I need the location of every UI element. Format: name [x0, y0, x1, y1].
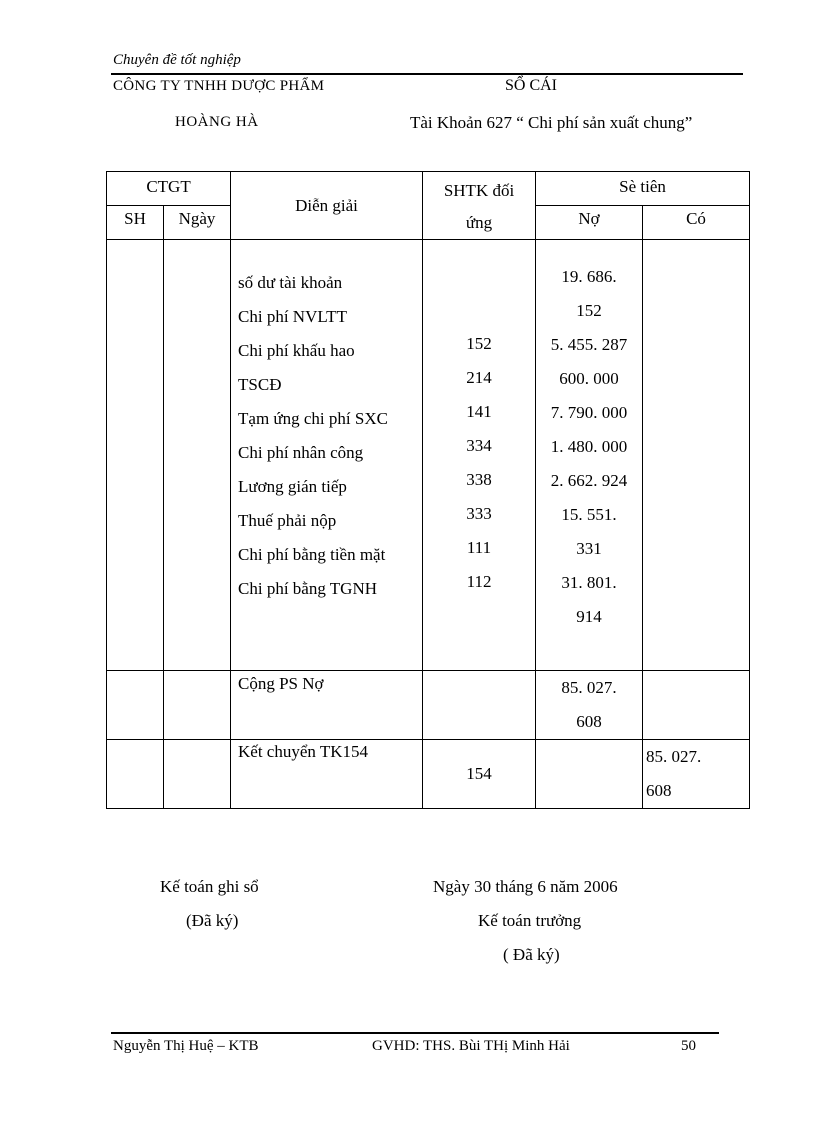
account-line: 152: [466, 334, 492, 353]
desc-line: Chi phí bằng tiền mặt: [238, 545, 386, 564]
footer-author: Nguyễn Thị Huệ – KTB: [113, 1038, 259, 1054]
transfer-debit-cell: [536, 740, 643, 809]
total-ngay-cell: [164, 671, 231, 740]
account-line: 111: [466, 538, 492, 557]
debit-line: 331: [576, 539, 602, 558]
header-dien-giai: Diễn giải: [231, 172, 423, 240]
account-line: 141: [466, 402, 492, 421]
transfer-credit-line1: 85. 027.: [646, 747, 702, 766]
account-line: 338: [466, 470, 492, 489]
footer-advisor: GVHD: THS. Bùi THị Minh Hải: [372, 1038, 570, 1054]
debit-line: 2. 662. 924: [550, 471, 628, 490]
main-descriptions: [231, 240, 423, 671]
footer-page-number: 50: [681, 1038, 696, 1054]
header-ngay: Ngày: [164, 206, 231, 240]
main-debits: [536, 240, 643, 671]
table-row-main: [107, 240, 750, 671]
debit-line: 15. 551.: [561, 505, 617, 524]
transfer-credit-line2: 608: [646, 781, 672, 800]
account-line: 112: [466, 572, 492, 591]
company-name-line1: CÔNG TY TNHH DƯỢC PHẨM: [113, 78, 325, 94]
total-sh-cell: [107, 671, 164, 740]
page-header-title: Chuyên đề tốt nghiệp: [113, 52, 241, 68]
transfer-ngay-cell: [164, 740, 231, 809]
desc-line: Chi phí NVLTT: [238, 307, 347, 326]
main-ngay-cell: [164, 240, 231, 671]
debit-line: 1. 480. 000: [550, 437, 628, 456]
desc-line: Tạm ứng chi phí SXC: [238, 409, 388, 428]
signature-left-signed: (Đã ký): [186, 911, 239, 930]
transfer-account: 154: [423, 740, 536, 809]
debit-line: 914: [576, 607, 602, 626]
total-account-cell: [423, 671, 536, 740]
total-debit-line2: 608: [576, 712, 602, 731]
desc-line: số dư tài khoản: [238, 273, 343, 292]
footer-rule: [111, 1032, 719, 1034]
signature-right-signed: ( Đã ký): [503, 945, 560, 964]
desc-line: Thuế phải nộp: [238, 511, 337, 530]
total-credit-cell: [643, 671, 750, 740]
ledger-title: SỔ CÁI: [505, 77, 558, 94]
transfer-credit: [643, 740, 750, 809]
header-ctgt: CTGT: [107, 172, 231, 206]
company-name-line2: HOÀNG HÀ: [175, 114, 259, 130]
desc-line: Chi phí bằng TGNH: [238, 579, 378, 598]
ledger-table: [106, 171, 750, 809]
main-sh-cell: [107, 240, 164, 671]
header-row-1: [107, 172, 750, 206]
table-row-total: [107, 671, 750, 740]
account-line: 333: [466, 504, 492, 523]
header-shtk-line1: SHTK đối: [443, 181, 515, 200]
signature-date: Ngày 30 tháng 6 năm 2006: [433, 877, 618, 896]
header-shtk-line2: ứng: [465, 213, 493, 232]
transfer-sh-cell: [107, 740, 164, 809]
main-accounts: [423, 240, 536, 671]
desc-line: Chi phí nhân công: [238, 443, 364, 462]
debit-line: 152: [576, 301, 602, 320]
signature-right-title: Kế toán trưởng: [478, 911, 582, 930]
total-description: Cộng PS Nợ: [231, 671, 423, 740]
desc-line: Chi phí khấu hao: [238, 341, 355, 360]
transfer-description: Kết chuyển TK154: [231, 740, 423, 809]
debit-line: 19. 686.: [561, 267, 617, 286]
desc-line: TSCĐ: [238, 375, 282, 394]
ledger-account: Tài Khoản 627 “ Chi phí sản xuất chung”: [410, 113, 693, 132]
header-no: Nợ: [536, 206, 643, 240]
account-line: 214: [466, 368, 492, 387]
header-so-tien: Sè tiên: [536, 172, 750, 206]
debit-line: 31. 801.: [561, 573, 617, 592]
table-row-transfer: [107, 740, 750, 809]
header-rule: [111, 73, 743, 75]
total-debit-line1: 85. 027.: [561, 678, 617, 697]
account-line: 334: [466, 436, 492, 455]
header-shtk: [423, 172, 536, 240]
debit-line: 5. 455. 287: [550, 335, 628, 354]
header-co: Có: [643, 206, 750, 240]
header-sh: SH: [107, 206, 164, 240]
debit-line: 600. 000: [559, 369, 619, 388]
main-credit-cell: [643, 240, 750, 671]
desc-line: Lương gián tiếp: [238, 477, 347, 496]
total-debit: [536, 671, 643, 740]
signature-left-title: Kế toán ghi sổ: [160, 877, 259, 896]
debit-line: 7. 790. 000: [550, 403, 628, 422]
